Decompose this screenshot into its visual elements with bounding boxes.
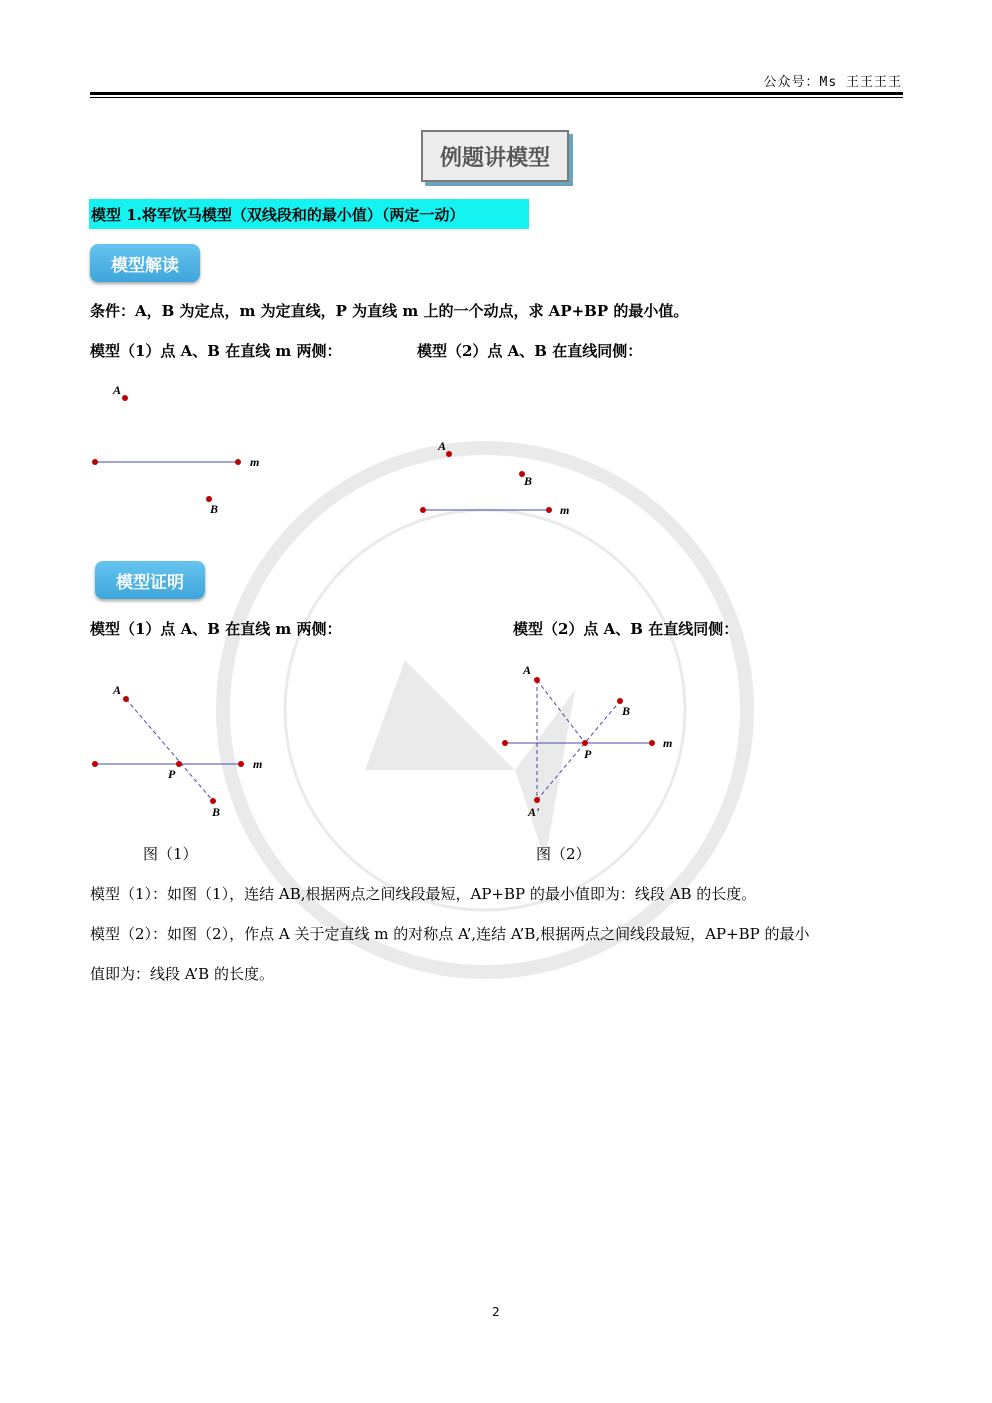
line-endpoint — [420, 507, 426, 513]
point-a — [534, 677, 540, 683]
line-endpoint — [235, 459, 241, 465]
line-endpoint — [92, 761, 98, 767]
line-endpoint — [502, 740, 508, 746]
proof-figure-1 — [85, 675, 285, 825]
condition-text: 条件：A，B 为定点，m 为定直线，P 为直线 m 上的一个动点，求 AP+BP 的最小值。 — [90, 302, 689, 320]
line-endpoint — [649, 740, 655, 746]
label-b: B — [622, 704, 631, 718]
line-endpoint — [238, 761, 244, 767]
segment-ap — [537, 680, 585, 743]
proof-case1-heading: 模型（1）点 A、B 在直线 m 两侧： — [90, 620, 342, 638]
label-p: P — [168, 767, 176, 781]
page-number: 2 — [492, 1305, 500, 1319]
header-text: 公众号：Ms 王王王王 — [763, 75, 902, 90]
header-rule-thick — [90, 92, 903, 95]
point-a-prime — [534, 797, 540, 803]
figure2-caption: 图（2） — [536, 845, 591, 863]
label-b: B — [212, 805, 221, 819]
point-p — [176, 761, 182, 767]
label-a: A — [113, 383, 122, 397]
segment-ab — [126, 699, 213, 801]
point-b — [210, 798, 216, 804]
label-a: A — [438, 439, 447, 453]
segment-a-prime-b — [537, 701, 620, 800]
label-m: m — [250, 455, 260, 469]
label-b: B — [524, 474, 533, 488]
label-a: A — [523, 663, 532, 677]
label-a-prime: A' — [528, 805, 540, 819]
line-endpoint — [546, 507, 552, 513]
label-a: A — [113, 683, 122, 697]
case2-heading: 模型（2）点 A、B 在直线同侧： — [417, 342, 643, 360]
proof-case2-heading: 模型（2）点 A、B 在直线同侧： — [513, 620, 739, 638]
header-rule-thin — [90, 97, 903, 98]
line-endpoint — [92, 459, 98, 465]
label-m: m — [560, 503, 570, 517]
model-proof-pill: 模型证明 — [95, 561, 205, 599]
proof-paragraph-2-line2: 值即为：线段 A’B 的长度。 — [90, 965, 274, 983]
model-interpretation-pill: 模型解读 — [90, 244, 200, 282]
figure-same-side — [415, 435, 595, 525]
label-b: B — [210, 502, 219, 516]
point-p — [582, 740, 588, 746]
proof-figure-2 — [495, 658, 695, 823]
proof-paragraph-1: 模型（1）：如图（1），连结 AB,根据两点之间线段最短，AP+BP 的最小值即为：线段 AB 的长度。 — [90, 885, 757, 903]
point-a — [122, 395, 128, 401]
figure-opposite-sides — [85, 375, 285, 525]
label-m: m — [663, 736, 673, 750]
figure1-caption: 图（1） — [143, 845, 198, 863]
model-title: 模型 1.将军饮马模型（双线段和的最小值）（两定一动） — [89, 199, 529, 229]
example-title: 例题讲模型 — [421, 130, 569, 182]
point-a — [123, 696, 129, 702]
case1-heading: 模型（1）点 A、B 在直线 m 两侧： — [90, 342, 342, 360]
point-a — [446, 451, 452, 457]
label-p: P — [584, 747, 592, 761]
label-m: m — [253, 757, 263, 771]
proof-paragraph-2-line1: 模型（2）：如图（2），作点 A 关于定直线 m 的对称点 A’,连结 A’B,根据两点之间线段最短，AP+BP 的最小 — [90, 925, 810, 943]
